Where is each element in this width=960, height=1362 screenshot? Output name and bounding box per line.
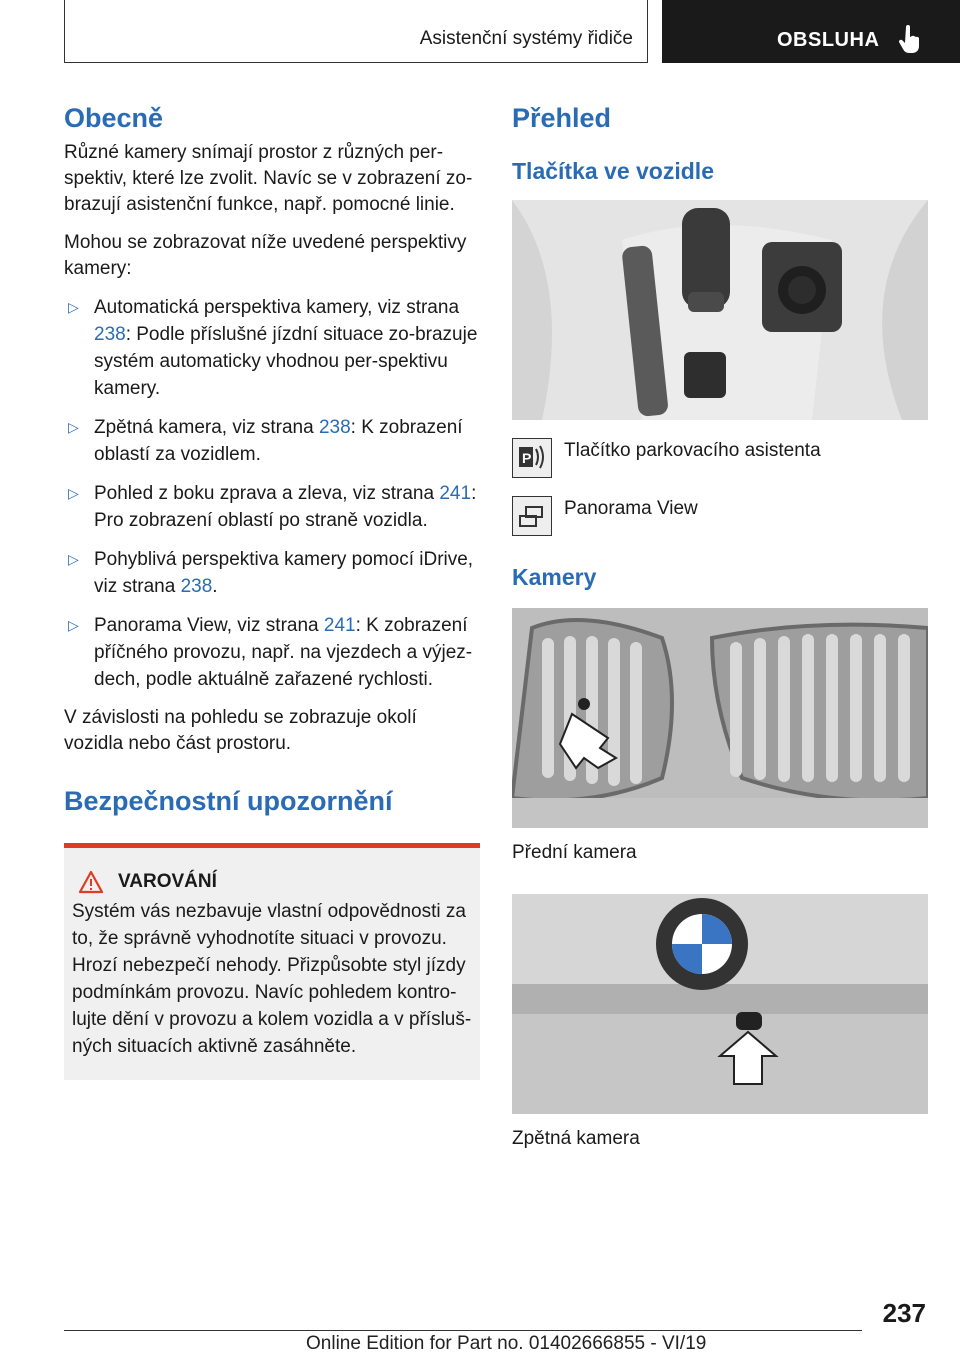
header-section-box: [64, 0, 648, 63]
svg-text:P: P: [522, 450, 532, 466]
page-link[interactable]: 241: [439, 483, 472, 504]
general-paragraph-1: Různé kamery snímají prostor z různých per-spektiv, které lze zvolit. Navíc se v zobrazení zo-brazují asistenční funkce, např. pomocné linie.: [64, 142, 473, 215]
page-link[interactable]: 241: [323, 615, 356, 636]
general-paragraph-2: Mohou se zobrazovat níže uvedené perspektivy kamery:: [64, 232, 467, 279]
parking-assist-label: Tlačítko parkovacího asistenta: [564, 440, 821, 461]
center-console-photo: [512, 200, 928, 420]
warning-triangle-icon: [78, 870, 104, 894]
footer-divider: [64, 1330, 862, 1331]
panorama-view-icon: [512, 496, 552, 536]
page-link[interactable]: 238: [94, 324, 126, 345]
general-heading: Obecně: [64, 103, 164, 133]
list-item: ▷ Panorama View, viz strana 241: K zobrazení příčného provozu, např. na vjezdech a výjez-dech, podle aktuálně zařazené rychlosti.: [68, 615, 473, 690]
page-link[interactable]: 238: [318, 417, 351, 438]
front-camera-photo: [512, 608, 928, 828]
edition-text: Online Edition for Part no. 01402666855 - VI/19: [306, 1333, 707, 1354]
list-item: ▷ Pohled z boku zprava a zleva, viz strana 241: Pro zobrazení oblastí po straně vozidla.: [68, 483, 477, 531]
page-link[interactable]: 238: [180, 576, 213, 597]
warning-box: [64, 843, 480, 1080]
list-item: ▷ Automatická perspektiva kamery, viz strana 238: Podle příslušné jízdní situace zo-brazuje systém automaticky vhodnou per-spektivu kamery.: [68, 297, 478, 399]
left-column: [64, 100, 480, 1080]
front-camera-caption: Přední kamera: [512, 842, 637, 863]
header-chapter-box: [662, 0, 960, 63]
warning-text: Systém vás nezbavuje vlastní odpovědnosti za to, že správně vyhodnotíte situaci v provozu. Hrozí nebezpečí nehody. Přizpůsobte styl jízdy podmínkám provozu. Navíc pohledem kontro-lujte dění v provozu a kolem vozidla a v přísluš-ných situacích aktivně zasáhněte.: [72, 901, 472, 1057]
perspective-list: [64, 294, 480, 693]
buttons-heading: Tlačítka ve vozidle: [512, 158, 714, 184]
button-row-panorama: [512, 496, 928, 536]
cameras-heading: Kamery: [512, 564, 597, 590]
safety-heading: Bezpečnostní upozornění: [64, 786, 393, 816]
parking-assist-icon: [512, 438, 552, 478]
page-number: 237: [882, 1298, 926, 1328]
overview-heading: Přehled: [512, 103, 612, 133]
list-item: ▷ Zpětná kamera, viz strana 238: K zobrazení oblastí za vozidlem.: [68, 417, 463, 465]
warning-title: VAROVÁNÍ: [118, 871, 217, 892]
general-paragraph-3: V závislosti na pohledu se zobrazuje okolí vozidla nebo část prostoru.: [64, 707, 417, 754]
panorama-view-label: Panorama View: [564, 498, 698, 519]
rear-camera-photo: [512, 894, 928, 1114]
list-item: ▷ Pohyblivá perspektiva kamery pomocí iDrive, viz strana 238.: [68, 549, 474, 597]
right-column: [512, 100, 928, 1152]
hand-pointer-icon: [898, 25, 922, 55]
rear-camera-caption: Zpětná kamera: [512, 1128, 640, 1149]
button-row-parking: [512, 438, 928, 478]
header-chapter-title: OBSLUHA: [777, 29, 880, 51]
header-section-title: Asistenční systémy řidiče: [419, 28, 633, 49]
